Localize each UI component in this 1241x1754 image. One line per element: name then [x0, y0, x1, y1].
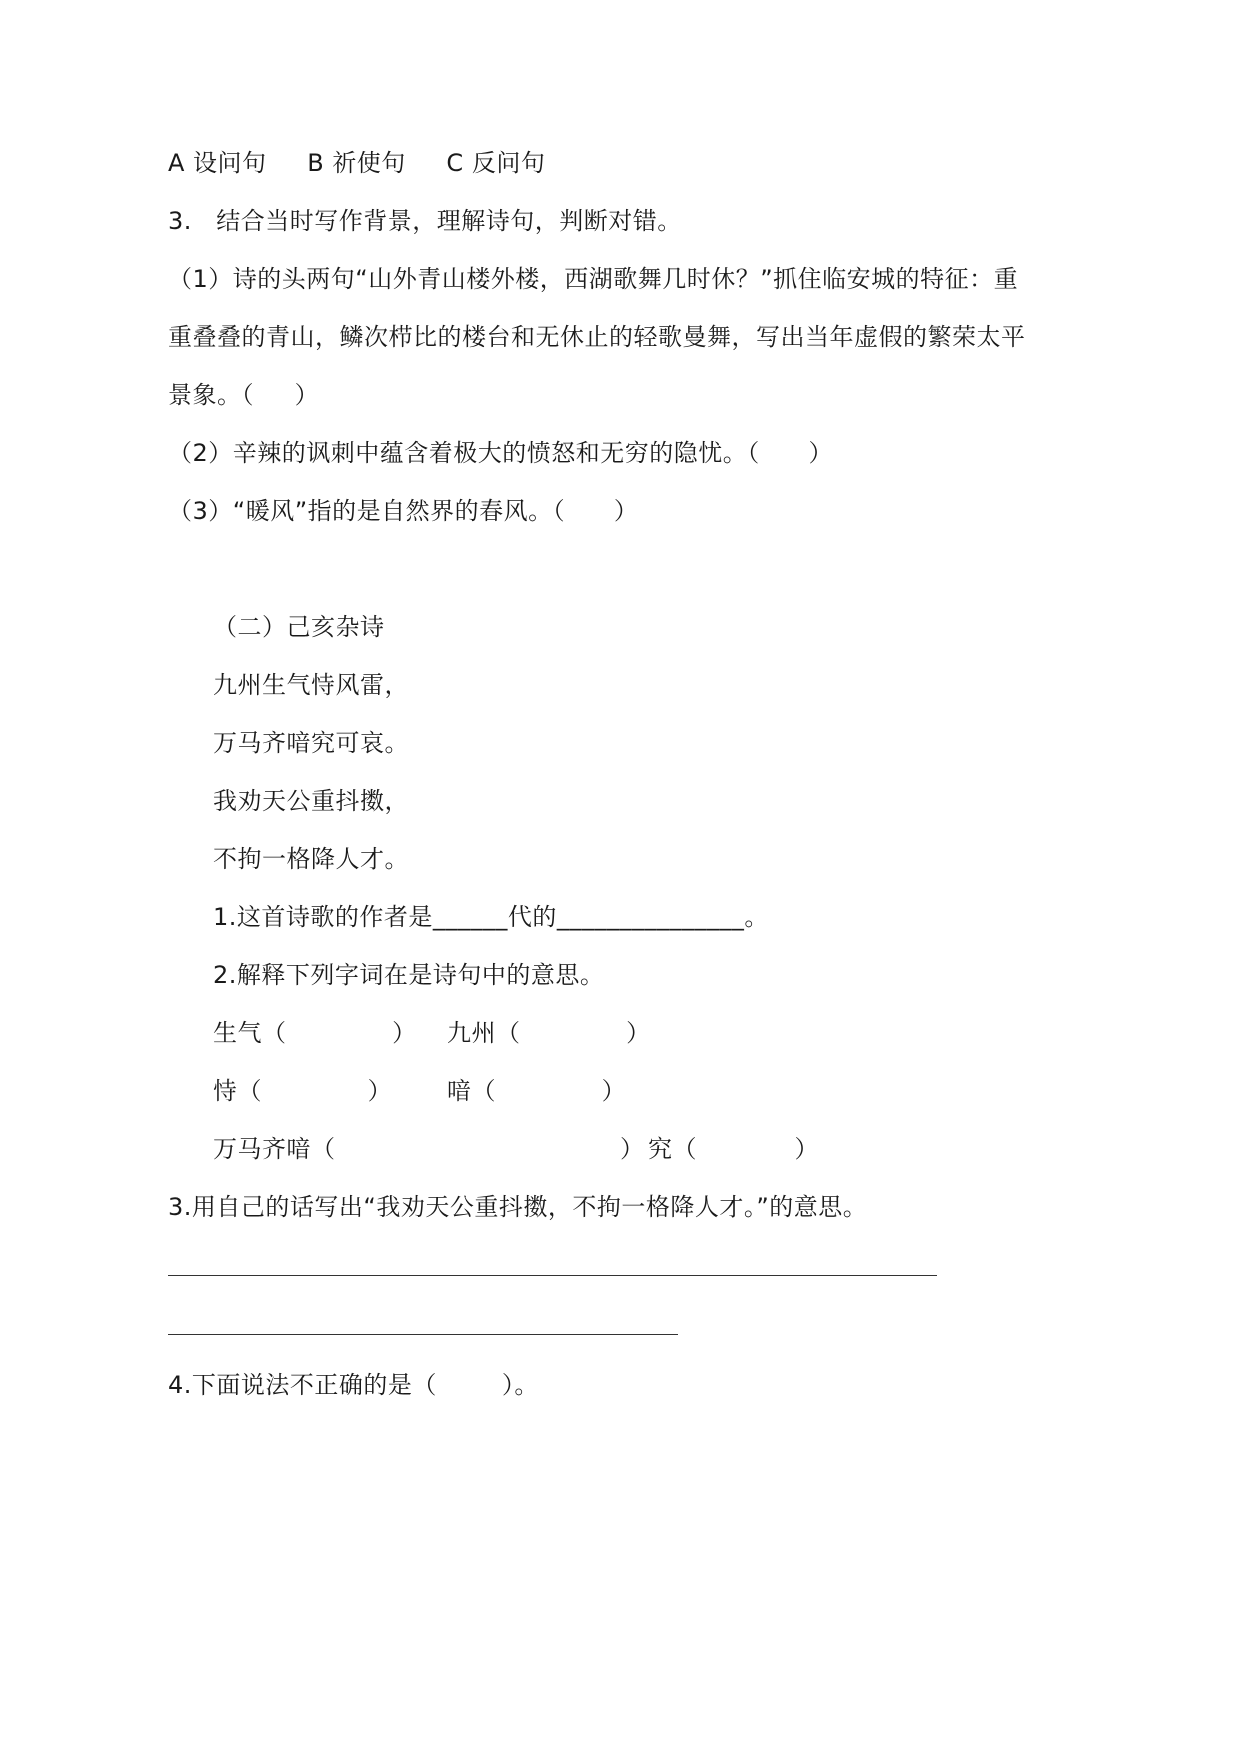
poem-line-2: 万马齐喑究可哀。: [213, 729, 409, 757]
term-jiuzhou: 九州（ ）: [447, 1019, 651, 1047]
poem-question-3: 3.用自己的话写出“我劝天公重抖擞，不拘一格降人才。”的意思。: [168, 1193, 868, 1221]
question-3-title: 3. 结合当时写作背景，理解诗句，判断对错。: [168, 207, 682, 235]
question-3-2: （2）辛辣的讽刺中蕴含着极大的愤怒和无穷的隐忧。（ ）: [168, 439, 834, 467]
answer-line-2: [168, 1334, 678, 1335]
question-3-3: （3）“暖风”指的是自然界的春风。（ ）: [168, 497, 639, 525]
question-3-1-line-3: 景象。（ ）: [168, 381, 320, 409]
poem-heading: （二）己亥杂诗: [213, 613, 385, 641]
term-jiu: 究（ ）: [648, 1135, 820, 1163]
question-3-1-line-1: （1）诗的头两句“山外青山楼外楼，西湖歌舞几时休？”抓住临安城的特征：重: [168, 265, 1019, 293]
answer-line-1: [168, 1275, 937, 1276]
poem-line-1: 九州生气恃风雷，: [213, 671, 409, 699]
poem-question-4: 4.下面说法不正确的是（ ）。: [168, 1371, 539, 1399]
question-3-1-line-2: 重叠叠的青山，鳞次栉比的楼台和无休止的轻歌曼舞，写出当年虚假的繁荣太平: [168, 323, 1026, 351]
poem-line-4: 不拘一格降人才。: [213, 845, 409, 873]
term-shi: 恃（ ）: [213, 1077, 393, 1105]
poem-question-2-title: 2.解释下列字词在是诗句中的意思。: [213, 961, 605, 989]
poem-line-3: 我劝天公重抖擞，: [213, 787, 409, 815]
term-yin: 喑（ ）: [447, 1077, 627, 1105]
poem-question-1: 1.这首诗歌的作者是______代的_______________。: [213, 903, 769, 931]
term-wanma-qiyin: 万马齐喑（ ）: [213, 1135, 645, 1163]
options-line: A 设问句 B 祈使句 C 反问句: [168, 149, 546, 177]
term-shengqi: 生气（ ）: [213, 1019, 417, 1047]
